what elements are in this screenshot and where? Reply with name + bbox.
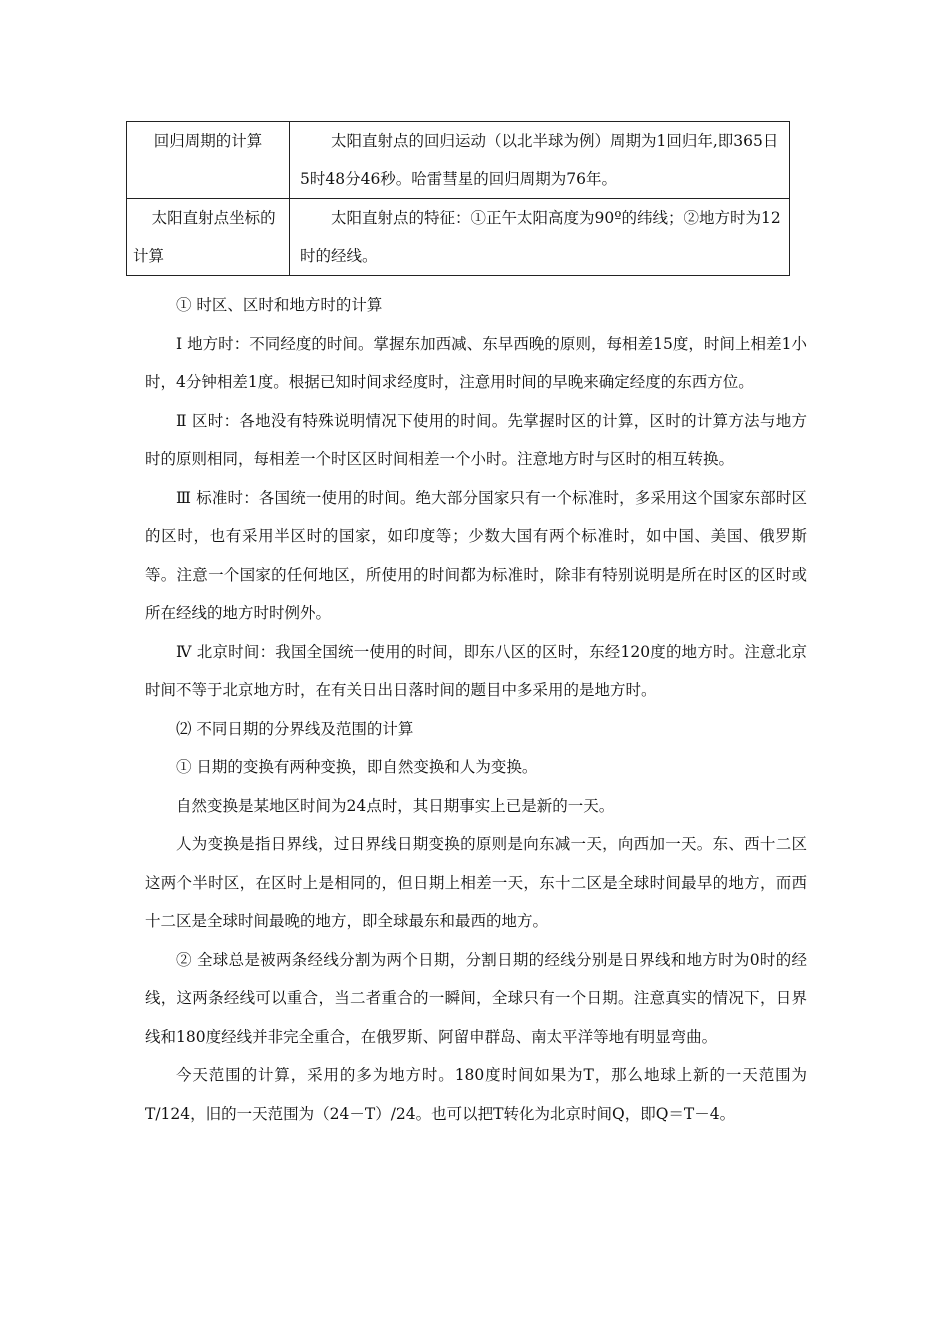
paragraph: Ⅲ 标准时：各国统一使用的时间。绝大部分国家只有一个标准时，多采用这个国家东部时区的区时，也有采用半区时的国家，如印度等；少数大国有两个标准时，如中国、美国、俄罗斯等。注意一个国家的任何地区，所使用的时间都为标准时，除非有特别说明是所在时区的区时或所在经线的地方时时例外。: [145, 488, 807, 622]
info-table: [126, 121, 790, 276]
paragraph: Ⅳ 北京时间：我国全国统一使用的时间，即东八区的区时，东经120度的地方时。注意北京时间不等于北京地方时，在有关日出日落时间的题目中多采用的是地方时。: [145, 642, 807, 699]
table-row: [127, 199, 790, 276]
paragraph: ① 日期的变换有两种变换，即自然变换和人为变换。: [176, 758, 538, 776]
table-cell-label: 回归周期的计算: [127, 122, 290, 199]
paragraph: ② 全球总是被两条经线分割为两个日期，分割日期的经线分别是日界线和地方时为0时的经线，这两条经线可以重合，当二者重合的一瞬间，全球只有一个日期。注意真实的情况下，日界线和180度经线并非完全重合，在俄罗斯、阿留申群岛、南太平洋等地有明显弯曲。: [145, 950, 807, 1046]
body-text: [145, 286, 807, 1133]
table-cell-content: 太阳直射点的特征：①正午太阳高度为90º的纬线；②地方时为12时的经线。: [290, 199, 790, 276]
section-heading: ⑵ 不同日期的分界线及范围的计算: [176, 719, 414, 738]
paragraph: 今天范围的计算，采用的多为地方时。180度时间如果为T，那么地球上新的一天范围为T/124，旧的一天范围为（24－T）/24。也可以把T转化为北京时间Q，即Q＝T－4。: [145, 1066, 807, 1123]
paragraph: Ⅰ 地方时：不同经度的时间。掌握东加西减、东早西晚的原则，每相差15度，时间上相差1小时，4分钟相差1度。根据已知时间求经度时，注意用时间的早晚来确定经度的东西方位。: [145, 334, 807, 391]
table-cell-content: 太阳直射点的回归运动（以北半球为例）周期为1回归年,即365日5时48分46秒。哈雷彗星的回归周期为76年。: [290, 122, 790, 199]
section-heading: ① 时区、区时和地方时的计算: [176, 296, 383, 314]
table-cell-label: 太阳直射点坐标的计算: [127, 199, 290, 276]
paragraph: Ⅱ 区时：各地没有特殊说明情况下使用的时间。先掌握时区的计算，区时的计算方法与地方时的原则相同，每相差一个时区区时间相差一个小时。注意地方时与区时的相互转换。: [145, 411, 807, 468]
paragraph: 人为变换是指日界线，过日界线日期变换的原则是向东减一天，向西加一天。东、西十二区这两个半时区，在区时上是相同的，但日期上相差一天，东十二区是全球时间最早的地方，而西十二区是全球时间最晚的地方，即全球最东和最西的地方。: [145, 835, 807, 930]
paragraph: 自然变换是某地区时间为24点时，其日期事实上已是新的一天。: [176, 796, 615, 815]
table-row: [127, 122, 790, 199]
